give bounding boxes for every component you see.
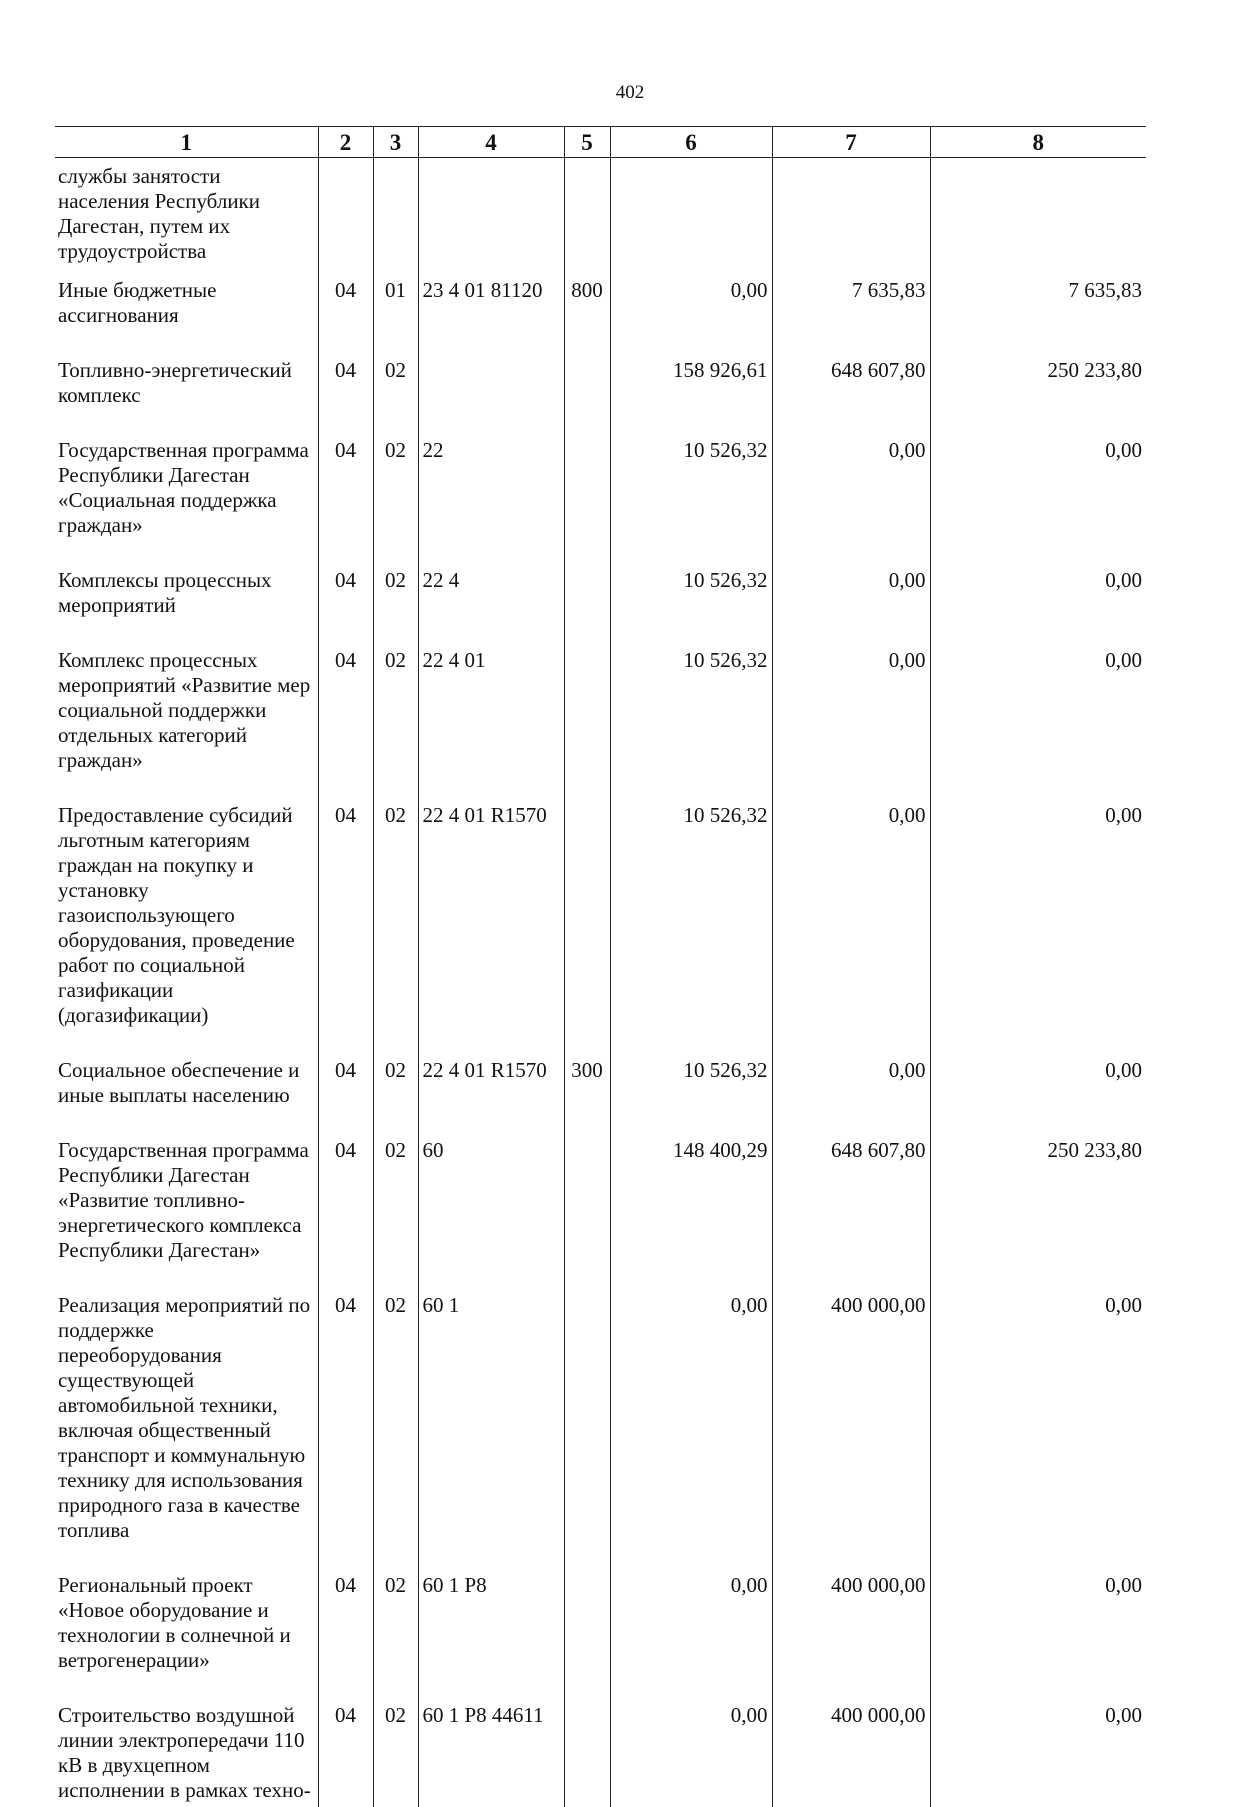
amount-col7-cell bbox=[772, 158, 930, 279]
amount-col6-cell: 10 526,32 bbox=[610, 1058, 772, 1138]
amount-col7-cell: 0,00 bbox=[772, 648, 930, 803]
column-header-1: 1 bbox=[55, 127, 318, 158]
target-article-cell bbox=[418, 358, 564, 438]
amount-col8-cell: 0,00 bbox=[930, 1703, 1146, 1807]
target-article-cell: 60 1 P8 44611 bbox=[418, 1703, 564, 1807]
column-header-7: 7 bbox=[772, 127, 930, 158]
row-name-cell: Комплексы процессных мероприятий bbox=[55, 568, 318, 648]
expense-type-cell bbox=[564, 1703, 610, 1807]
row-name-cell: Топливно-энергетический комплекс bbox=[55, 358, 318, 438]
amount-col7-cell: 400 000,00 bbox=[772, 1573, 930, 1703]
expense-type-cell bbox=[564, 1138, 610, 1293]
table-header-row bbox=[55, 127, 1146, 158]
amount-col7-cell: 648 607,80 bbox=[772, 1138, 930, 1293]
subsection-code-cell: 02 bbox=[373, 568, 418, 648]
table-row bbox=[55, 1573, 1146, 1703]
table-row bbox=[55, 803, 1146, 1058]
row-name-cell: Социальное обеспечение и иные выплаты населению bbox=[55, 1058, 318, 1138]
amount-col7-cell: 400 000,00 bbox=[772, 1703, 930, 1807]
expense-type-cell bbox=[564, 438, 610, 568]
amount-col8-cell: 0,00 bbox=[930, 1293, 1146, 1573]
column-header-6: 6 bbox=[610, 127, 772, 158]
section-code-cell: 04 bbox=[318, 438, 373, 568]
amount-col7-cell: 400 000,00 bbox=[772, 1293, 930, 1573]
row-name-cell: Региональный проект «Новое оборудование и технологии в солнечной и ветрогенерации» bbox=[55, 1573, 318, 1703]
target-article-cell: 22 4 bbox=[418, 568, 564, 648]
column-header-5: 5 bbox=[564, 127, 610, 158]
amount-col6-cell: 0,00 bbox=[610, 1293, 772, 1573]
row-name-cell: Комплекс процессных мероприятий «Развитие мер социальной поддержки отдельных категорий граждан» bbox=[55, 648, 318, 803]
row-name-cell: Государственная программа Республики Дагестан «Социальная поддержка граждан» bbox=[55, 438, 318, 568]
table-row bbox=[55, 648, 1146, 803]
table-row bbox=[55, 1293, 1146, 1573]
expense-type-cell bbox=[564, 358, 610, 438]
amount-col8-cell bbox=[930, 158, 1146, 279]
section-code-cell bbox=[318, 158, 373, 279]
table-row bbox=[55, 358, 1146, 438]
section-code-cell: 04 bbox=[318, 1703, 373, 1807]
target-article-cell: 23 4 01 81120 bbox=[418, 278, 564, 358]
section-code-cell: 04 bbox=[318, 1573, 373, 1703]
row-name-cell: службы занятости населения Республики Дагестан, путем их трудоустройства bbox=[55, 158, 318, 279]
amount-col8-cell: 0,00 bbox=[930, 1058, 1146, 1138]
amount-col8-cell: 0,00 bbox=[930, 648, 1146, 803]
subsection-code-cell: 02 bbox=[373, 438, 418, 568]
target-article-cell: 60 1 P8 bbox=[418, 1573, 564, 1703]
section-code-cell: 04 bbox=[318, 648, 373, 803]
target-article-cell: 22 4 01 R1570 bbox=[418, 1058, 564, 1138]
target-article-cell: 60 1 bbox=[418, 1293, 564, 1573]
subsection-code-cell: 02 bbox=[373, 803, 418, 1058]
section-code-cell: 04 bbox=[318, 568, 373, 648]
column-header-4: 4 bbox=[418, 127, 564, 158]
expense-type-cell: 800 bbox=[564, 278, 610, 358]
table-row bbox=[55, 278, 1146, 358]
amount-col6-cell: 158 926,61 bbox=[610, 358, 772, 438]
amount-col6-cell: 0,00 bbox=[610, 1573, 772, 1703]
subsection-code-cell: 01 bbox=[373, 278, 418, 358]
expense-type-cell bbox=[564, 803, 610, 1058]
target-article-cell bbox=[418, 158, 564, 279]
target-article-cell: 60 bbox=[418, 1138, 564, 1293]
table-row bbox=[55, 158, 1146, 279]
target-article-cell: 22 bbox=[418, 438, 564, 568]
subsection-code-cell: 02 bbox=[373, 1703, 418, 1807]
amount-col6-cell bbox=[610, 158, 772, 279]
subsection-code-cell: 02 bbox=[373, 1293, 418, 1573]
subsection-code-cell bbox=[373, 158, 418, 279]
subsection-code-cell: 02 bbox=[373, 1058, 418, 1138]
amount-col8-cell: 0,00 bbox=[930, 1573, 1146, 1703]
amount-col8-cell: 0,00 bbox=[930, 803, 1146, 1058]
section-code-cell: 04 bbox=[318, 1058, 373, 1138]
amount-col7-cell: 7 635,83 bbox=[772, 278, 930, 358]
amount-col7-cell: 648 607,80 bbox=[772, 358, 930, 438]
amount-col8-cell: 7 635,83 bbox=[930, 278, 1146, 358]
amount-col8-cell: 0,00 bbox=[930, 568, 1146, 648]
amount-col6-cell: 10 526,32 bbox=[610, 568, 772, 648]
amount-col7-cell: 0,00 bbox=[772, 568, 930, 648]
row-name-cell: Строительство воздушной линии электропередачи 110 кВ в двухцепном исполнении в рамках техно- bbox=[55, 1703, 318, 1807]
section-code-cell: 04 bbox=[318, 803, 373, 1058]
table-row bbox=[55, 1703, 1146, 1807]
section-code-cell: 04 bbox=[318, 358, 373, 438]
budget-table bbox=[55, 126, 1146, 1807]
amount-col6-cell: 10 526,32 bbox=[610, 648, 772, 803]
amount-col7-cell: 0,00 bbox=[772, 438, 930, 568]
column-header-3: 3 bbox=[373, 127, 418, 158]
expense-type-cell bbox=[564, 158, 610, 279]
amount-col8-cell: 0,00 bbox=[930, 438, 1146, 568]
target-article-cell: 22 4 01 R1570 bbox=[418, 803, 564, 1058]
amount-col8-cell: 250 233,80 bbox=[930, 1138, 1146, 1293]
row-name-cell: Государственная программа Республики Дагестан «Развитие топливно-энергетического комплекса Республики Дагестан» bbox=[55, 1138, 318, 1293]
amount-col6-cell: 10 526,32 bbox=[610, 803, 772, 1058]
expense-type-cell: 300 bbox=[564, 1058, 610, 1138]
subsection-code-cell: 02 bbox=[373, 1138, 418, 1293]
table-row bbox=[55, 568, 1146, 648]
row-name-cell: Реализация мероприятий по поддержке переоборудования существующей автомобильной техники, включая общественный транспорт и коммунальную технику для использования природного газа в качестве топлива bbox=[55, 1293, 318, 1573]
amount-col7-cell: 0,00 bbox=[772, 1058, 930, 1138]
row-name-cell: Предоставление субсидий льготным категориям граждан на покупку и установку газоиспользующего оборудования, проведение работ по социальной газификации (догазификации) bbox=[55, 803, 318, 1058]
budget-table-sheet bbox=[55, 126, 1146, 1802]
amount-col6-cell: 0,00 bbox=[610, 1703, 772, 1807]
expense-type-cell bbox=[564, 1573, 610, 1703]
table-row bbox=[55, 1058, 1146, 1138]
amount-col8-cell: 250 233,80 bbox=[930, 358, 1146, 438]
amount-col6-cell: 10 526,32 bbox=[610, 438, 772, 568]
expense-type-cell bbox=[564, 648, 610, 803]
section-code-cell: 04 bbox=[318, 1293, 373, 1573]
section-code-cell: 04 bbox=[318, 1138, 373, 1293]
column-header-8: 8 bbox=[930, 127, 1146, 158]
subsection-code-cell: 02 bbox=[373, 1573, 418, 1703]
amount-col6-cell: 148 400,29 bbox=[610, 1138, 772, 1293]
target-article-cell: 22 4 01 bbox=[418, 648, 564, 803]
page-number: 402 bbox=[615, 82, 645, 103]
section-code-cell: 04 bbox=[318, 278, 373, 358]
subsection-code-cell: 02 bbox=[373, 358, 418, 438]
row-name-cell: Иные бюджетные ассигнования bbox=[55, 278, 318, 358]
table-row bbox=[55, 1138, 1146, 1293]
table-row bbox=[55, 438, 1146, 568]
amount-col6-cell: 0,00 bbox=[610, 278, 772, 358]
subsection-code-cell: 02 bbox=[373, 648, 418, 803]
expense-type-cell bbox=[564, 1293, 610, 1573]
expense-type-cell bbox=[564, 568, 610, 648]
column-header-2: 2 bbox=[318, 127, 373, 158]
amount-col7-cell: 0,00 bbox=[772, 803, 930, 1058]
